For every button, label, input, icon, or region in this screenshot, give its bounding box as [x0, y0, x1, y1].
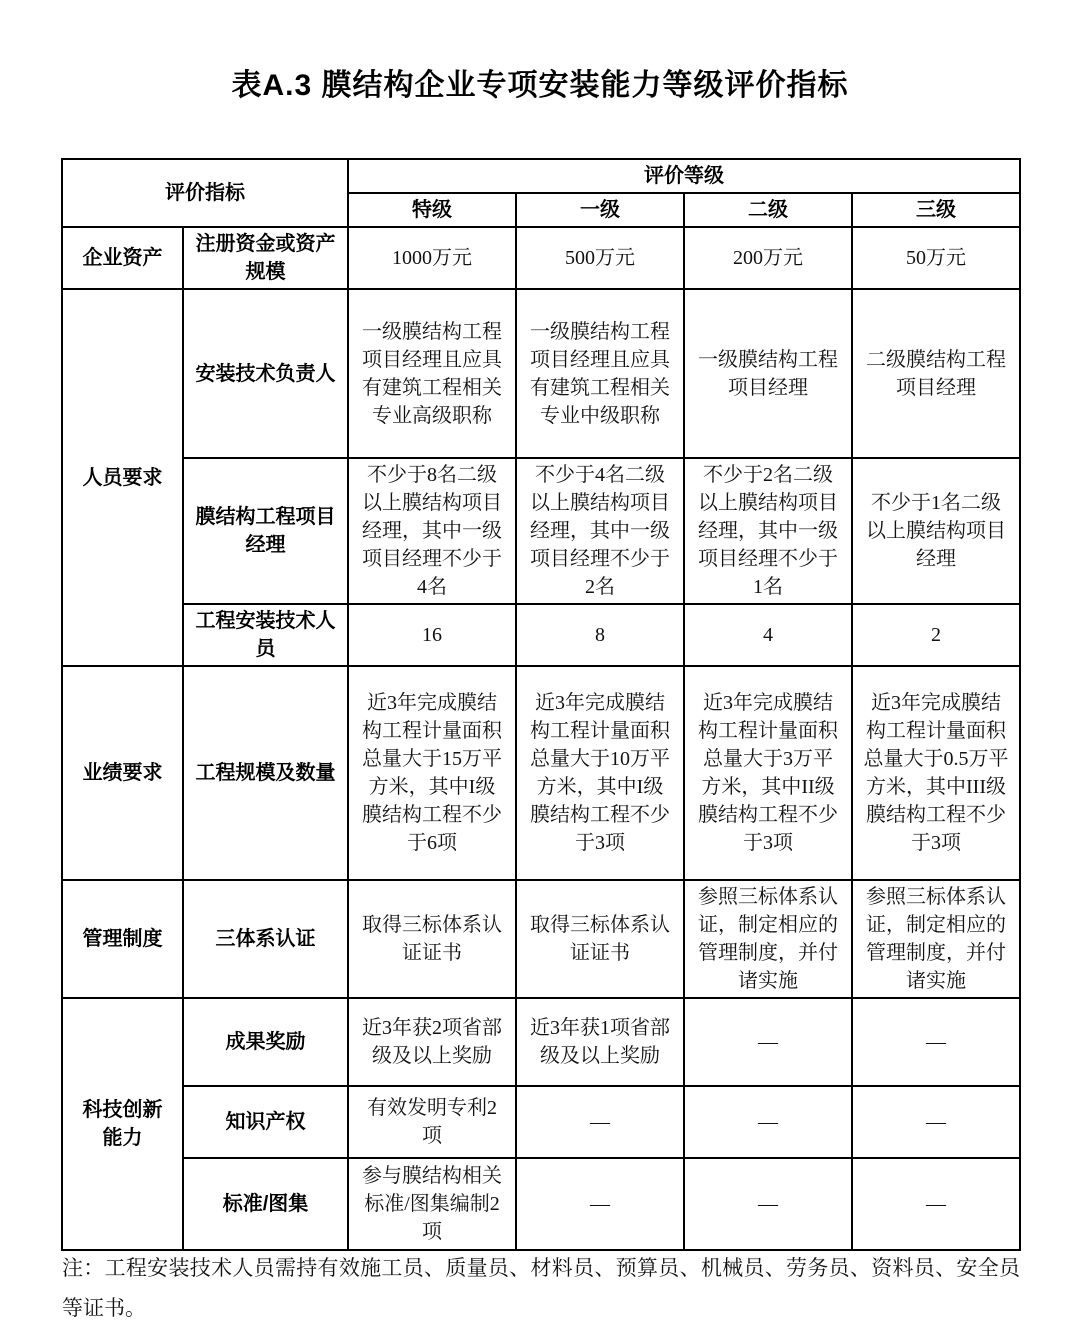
value-cell: 一级膜结构工程项目经理	[684, 289, 852, 458]
value-cell: 4	[684, 604, 852, 666]
value-cell: 不少于4名二级以上膜结构项目经理，其中一级项目经理不少于2名	[516, 458, 684, 604]
indicator-cell: 工程规模及数量	[183, 666, 348, 880]
header-indicator-cell: 评价指标	[62, 159, 348, 227]
value-cell: 不少于1名二级以上膜结构项目经理	[852, 458, 1020, 604]
value-cell: —	[684, 998, 852, 1086]
table-row-intellectual-property	[62, 1086, 1020, 1158]
grade-header-first: 一级	[516, 193, 684, 227]
category-cell: 科技创新能力	[62, 998, 183, 1250]
footnote: 注：工程安装技术人员需持有效施工员、质量员、材料员、预算员、机械员、劳务员、资料员、安全员等证书。	[62, 1256, 1020, 1320]
value-cell: 有效发明专利2项	[348, 1086, 516, 1158]
value-cell: 500万元	[516, 227, 684, 289]
table-row-management-system	[62, 880, 1020, 998]
indicator-cell: 膜结构工程项目经理	[183, 458, 348, 604]
value-cell: 参照三标体系认证，制定相应的管理制度，并付诸实施	[852, 880, 1020, 998]
value-cell: 取得三标体系认证证书	[348, 880, 516, 998]
page-title: 表A.3 膜结构企业专项安装能力等级评价指标	[231, 69, 849, 102]
category-cell: 企业资产	[62, 227, 183, 289]
value-cell: 一级膜结构工程项目经理且应具有建筑工程相关专业高级职称	[348, 289, 516, 458]
value-cell: 50万元	[852, 227, 1020, 289]
value-cell: 近3年完成膜结构工程计量面积总量大于15万平方米，其中I级膜结构工程不少于6项	[348, 666, 516, 880]
category-cell: 业绩要求	[62, 666, 183, 880]
value-cell: 近3年获1项省部级及以上奖励	[516, 998, 684, 1086]
value-cell: 取得三标体系认证证书	[516, 880, 684, 998]
grade-header-special: 特级	[348, 193, 516, 227]
table-row-install-tech-lead	[62, 289, 1020, 458]
value-cell: 2	[852, 604, 1020, 666]
header-grade-cell: 评价等级	[348, 159, 1020, 193]
grade-header-third: 三级	[852, 193, 1020, 227]
value-cell: 二级膜结构工程项目经理	[852, 289, 1020, 458]
value-cell: —	[516, 1086, 684, 1158]
value-cell: 一级膜结构工程项目经理且应具有建筑工程相关专业中级职称	[516, 289, 684, 458]
indicator-cell: 三体系认证	[183, 880, 348, 998]
table-row-standards-atlas	[62, 1158, 1020, 1250]
indicator-cell: 注册资金或资产规模	[183, 227, 348, 289]
value-cell: —	[852, 1086, 1020, 1158]
table-row-achievement-awards	[62, 998, 1020, 1086]
value-cell: 近3年完成膜结构工程计量面积总量大于10万平方米，其中I级膜结构工程不少于3项	[516, 666, 684, 880]
indicator-cell: 安装技术负责人	[183, 289, 348, 458]
value-cell: —	[684, 1086, 852, 1158]
indicator-cell: 成果奖励	[183, 998, 348, 1086]
table-row-performance	[62, 666, 1020, 880]
table-row-project-manager	[62, 458, 1020, 604]
value-cell: 不少于2名二级以上膜结构项目经理，其中一级项目经理不少于1名	[684, 458, 852, 604]
value-cell: 16	[348, 604, 516, 666]
evaluation-table	[61, 158, 1021, 1251]
value-cell: —	[516, 1158, 684, 1250]
indicator-cell: 知识产权	[183, 1086, 348, 1158]
value-cell: 200万元	[684, 227, 852, 289]
indicator-cell: 标准/图集	[183, 1158, 348, 1250]
indicator-cell: 工程安装技术人员	[183, 604, 348, 666]
table-row-install-tech-staff	[62, 604, 1020, 666]
value-cell: 近3年获2项省部级及以上奖励	[348, 998, 516, 1086]
value-cell: —	[852, 998, 1020, 1086]
value-cell: 不少于8名二级以上膜结构项目经理，其中一级项目经理不少于4名	[348, 458, 516, 604]
category-cell: 管理制度	[62, 880, 183, 998]
table-row-enterprise-assets	[62, 227, 1020, 289]
value-cell: 1000万元	[348, 227, 516, 289]
grade-header-second: 二级	[684, 193, 852, 227]
value-cell: —	[852, 1158, 1020, 1250]
value-cell: —	[684, 1158, 852, 1250]
value-cell: 参照三标体系认证，制定相应的管理制度，并付诸实施	[684, 880, 852, 998]
value-cell: 8	[516, 604, 684, 666]
category-cell: 人员要求	[62, 289, 183, 666]
value-cell: 参与膜结构相关标准/图集编制2项	[348, 1158, 516, 1250]
value-cell: 近3年完成膜结构工程计量面积总量大于3万平方米，其中II级膜结构工程不少于3项	[684, 666, 852, 880]
table-header-row-1	[62, 159, 1020, 193]
value-cell: 近3年完成膜结构工程计量面积总量大于0.5万平方米，其中III级膜结构工程不少于3项	[852, 666, 1020, 880]
